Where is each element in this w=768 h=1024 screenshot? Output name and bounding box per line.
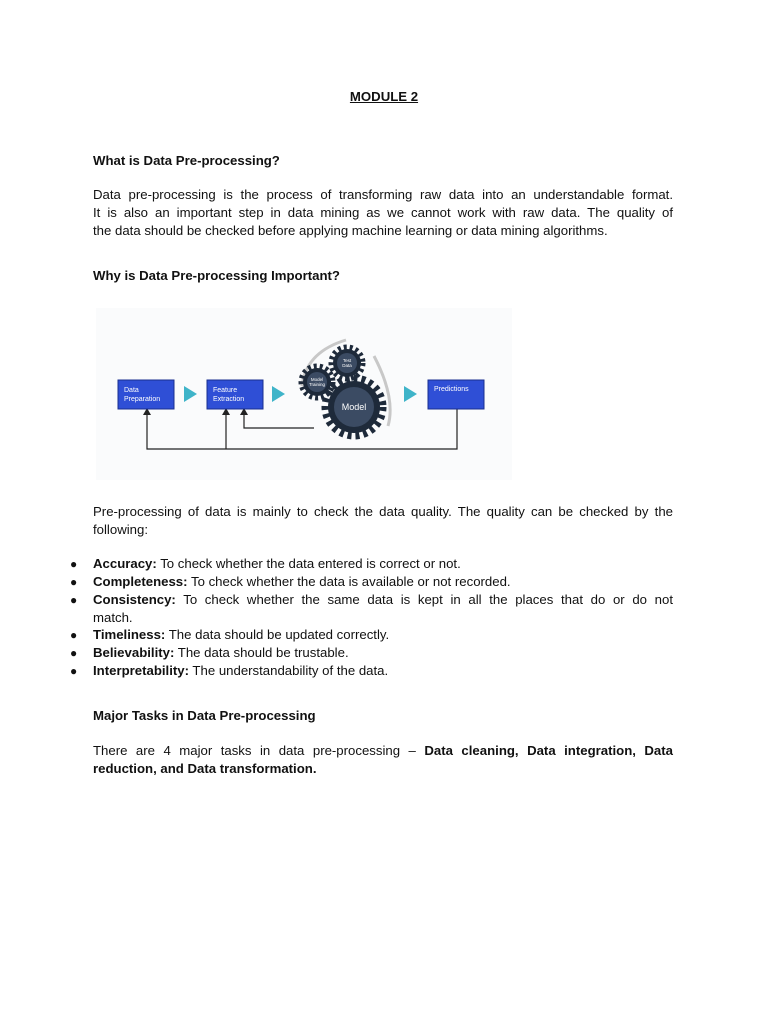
box-predictions xyxy=(428,380,484,409)
heading-what-is: What is Data Pre-processing? xyxy=(93,153,280,168)
list-item: Believability: The data should be trustable. xyxy=(93,645,349,660)
paragraph-line: the data should be checked before applying machine learning or data mining algorithms. xyxy=(93,223,608,238)
box-label: Data xyxy=(124,387,139,394)
box-data-preparation xyxy=(118,380,174,409)
box-label: Preparation xyxy=(124,396,161,403)
preprocessing-pipeline-diagram xyxy=(96,308,512,480)
bullet-icon: ● xyxy=(70,593,78,607)
box-label: Predictions xyxy=(434,386,469,393)
paragraph-line: There are 4 major tasks in data pre-processing – Data cleaning, Data integration, Data xyxy=(93,743,673,758)
list-item: Interpretability: The understandability of the data. xyxy=(93,663,389,678)
gear-label: Training xyxy=(308,382,326,387)
list-item: Completeness: To check whether the data is available or not recorded. xyxy=(93,574,511,589)
gear-label: Model xyxy=(341,402,367,412)
box-label: Extraction xyxy=(213,396,245,403)
paragraph-line: Data pre-processing is the process of transforming raw data into an understandable format. xyxy=(93,187,673,202)
bullet-icon: ● xyxy=(70,664,78,678)
gear-label: Model xyxy=(310,377,324,382)
list-item: Consistency: To check whether the same data is kept in all the places that do or do not xyxy=(93,592,673,607)
bullet-icon: ● xyxy=(70,575,78,589)
box-feature-extraction xyxy=(207,380,263,409)
paragraph-line: It is also an important step in data mining as we cannot work with raw data. The quality of xyxy=(93,205,673,220)
paragraph-line: Pre-processing of data is mainly to check the data quality. The quality can be checked by the xyxy=(93,504,673,519)
gear-label: Data xyxy=(342,363,352,368)
list-item: Timeliness: The data should be updated correctly. xyxy=(93,627,390,642)
bullet-icon: ● xyxy=(70,628,78,642)
paragraph-line: reduction, and Data transformation. xyxy=(93,761,317,776)
bullet-icon: ● xyxy=(70,646,78,660)
heading-major-tasks: Major Tasks in Data Pre-processing xyxy=(93,708,316,723)
list-item-continuation: match. xyxy=(93,610,133,625)
bullet-icon: ● xyxy=(70,557,78,571)
list-item: Accuracy: To check whether the data entered is correct or not. xyxy=(93,556,461,571)
box-label: Feature xyxy=(213,387,238,394)
gear-label: Test xyxy=(342,358,352,363)
heading-why-important: Why is Data Pre-processing Important? xyxy=(93,268,340,283)
document-title: MODULE 2 xyxy=(349,89,419,104)
paragraph-line: following: xyxy=(93,522,148,537)
